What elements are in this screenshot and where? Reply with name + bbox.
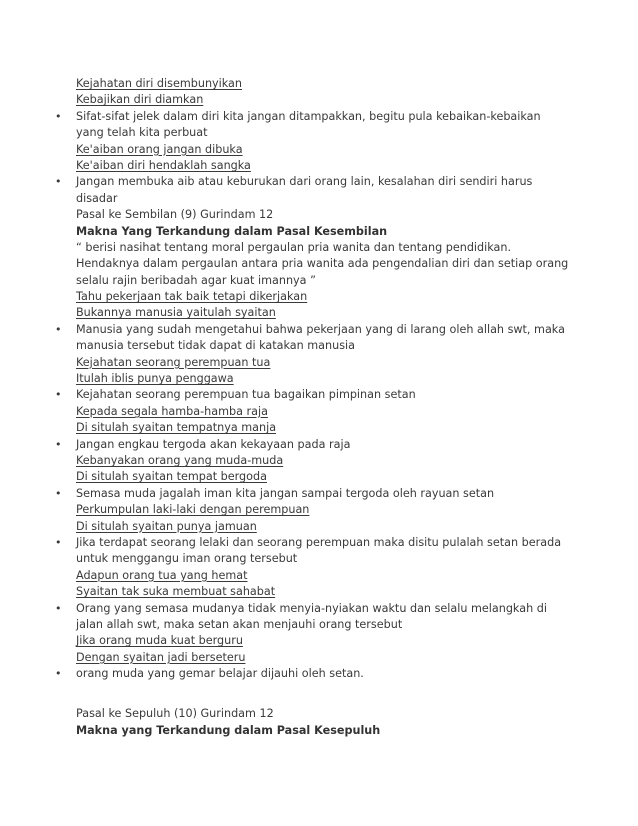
bullet-icon: •: [55, 486, 62, 500]
text-line: [0, 387, 638, 403]
text-line: [0, 191, 638, 207]
line-text: Di situlah syaitan tempat bergoda: [76, 470, 267, 484]
line-text: orang muda yang gemar belajar dijauhi oleh setan.: [76, 667, 364, 681]
bullet-icon: •: [55, 535, 62, 549]
line-text: yang telah kita perbuat: [76, 126, 208, 140]
text-line: [0, 551, 638, 567]
text-line: [0, 486, 638, 502]
verse-line: [0, 355, 638, 371]
verse-line: [0, 92, 638, 108]
text-line: [0, 207, 638, 223]
line-text: Itulah iblis punya penggawa: [76, 372, 234, 386]
verse-line: [0, 76, 638, 92]
line-text: untuk menggangu iman orang tersebut: [76, 552, 298, 566]
text-line: [0, 109, 638, 125]
verse-line: [0, 469, 638, 485]
text-line: [0, 338, 638, 354]
text-line: [0, 322, 638, 338]
line-text: jalan allah swt, maka setan akan menjauhi orang tersebut: [76, 617, 403, 631]
verse-line: [0, 568, 638, 584]
text-line: [0, 666, 638, 682]
line-text: Kejahatan seorang perempuan tua: [76, 355, 271, 369]
line-text: Dengan syaitan jadi berseteru: [76, 650, 246, 664]
line-text: Kejahatan seorang perempuan tua bagaikan pimpinan setan: [76, 388, 416, 402]
bullet-icon: •: [55, 109, 62, 123]
line-text: Pasal ke Sembilan (9) Gurindam 12: [76, 208, 274, 222]
text-line: [0, 437, 638, 453]
line-text: Di situlah syaitan tempatnya manja: [76, 421, 277, 435]
line-text: Kebajikan diri diamkan: [76, 93, 204, 107]
line-text: Kebanyakan orang yang muda-muda: [76, 453, 284, 467]
verse-line: [0, 502, 638, 518]
text-line: [0, 256, 638, 272]
bullet-icon: •: [55, 437, 62, 451]
section-heading: [0, 224, 638, 240]
line-text: selalu rajin beribadah agar kuat imannya ”: [76, 273, 316, 287]
line-text: Hendaknya dalam pergaulan antara pria wanita ada pengendalian diri dan setiap orang: [76, 257, 569, 271]
bullet-icon: •: [55, 322, 62, 336]
verse-line: [0, 158, 638, 174]
line-text: Bukannya manusia yaitulah syaitan: [76, 306, 276, 320]
bullet-icon: •: [55, 175, 62, 189]
line-text: Jangan membuka aib atau keburukan dari orang lain, kesalahan diri sendiri harus: [76, 175, 533, 189]
verse-line: [0, 404, 638, 420]
line-text: Jangan engkau tergoda akan kekayaan pada raja: [76, 437, 351, 451]
verse-line: [0, 142, 638, 158]
line-text: Pasal ke Sepuluh (10) Gurindam 12: [76, 707, 274, 721]
text-line: [0, 240, 638, 256]
line-text: Makna yang Terkandung dalam Pasal Kesepuluh: [76, 723, 381, 737]
line-text: Manusia yang sudah mengetahui bahwa pekerjaan yang di larang oleh allah swt, maka: [76, 322, 565, 336]
paragraph-gap: [0, 682, 638, 706]
verse-line: [0, 305, 638, 321]
line-text: Jika terdapat seorang lelaki dan seorang perempuan maka disitu pulalah setan berada: [76, 535, 562, 549]
line-text: “ berisi nasihat tentang moral pergaulan pria wanita dan tentang pendidikan.: [76, 240, 512, 254]
section-heading: [0, 723, 638, 739]
line-text: Adapun orang tua yang hemat: [76, 568, 248, 582]
verse-line: [0, 453, 638, 469]
verse-line: [0, 289, 638, 305]
line-text: Semasa muda jagalah iman kita jangan sampai tergoda oleh rayuan setan: [76, 486, 495, 500]
bullet-icon: •: [55, 388, 62, 402]
text-line: [0, 174, 638, 190]
verse-line: [0, 371, 638, 387]
line-text: Syaitan tak suka membuat sahabat: [76, 585, 276, 599]
line-text: Tahu pekerjaan tak baik tetapi dikerjakan: [76, 290, 308, 304]
line-text: Kejahatan diri disembunyikan: [76, 77, 242, 90]
text-line: [0, 601, 638, 617]
text-line: [0, 125, 638, 141]
verse-line: [0, 633, 638, 649]
line-text: Orang yang semasa mudanya tidak menyia-nyiakan waktu dan selalu melangkah di: [76, 601, 547, 615]
line-text: Makna Yang Terkandung dalam Pasal Kesembilan: [76, 224, 388, 238]
line-text: Jika orang muda kuat berguru: [76, 634, 243, 648]
line-text: Perkumpulan laki-laki dengan perempuan: [76, 503, 310, 517]
line-text: Di situlah syaitan punya jamuan: [76, 519, 257, 533]
bullet-icon: •: [55, 601, 62, 615]
line-text: Ke'aiban orang jangan dibuka: [76, 142, 243, 156]
line-text: Sifat-sifat jelek dalam diri kita jangan ditampakkan, begitu pula kebaikan-kebaikan: [76, 109, 541, 123]
text-line: [0, 617, 638, 633]
line-text: Kepada segala hamba-hamba raja: [76, 404, 268, 418]
verse-line: [0, 420, 638, 436]
verse-line: [0, 650, 638, 666]
line-text: manusia tersebut tidak dapat di katakan manusia: [76, 339, 355, 353]
document-body: [0, 76, 638, 739]
verse-line: [0, 584, 638, 600]
line-text: disadar: [76, 191, 118, 205]
bullet-icon: •: [55, 667, 62, 681]
text-line: [0, 535, 638, 551]
text-line: [0, 273, 638, 289]
verse-line: [0, 519, 638, 535]
line-text: Ke'aiban diri hendaklah sangka: [76, 158, 251, 172]
text-line: [0, 706, 638, 722]
